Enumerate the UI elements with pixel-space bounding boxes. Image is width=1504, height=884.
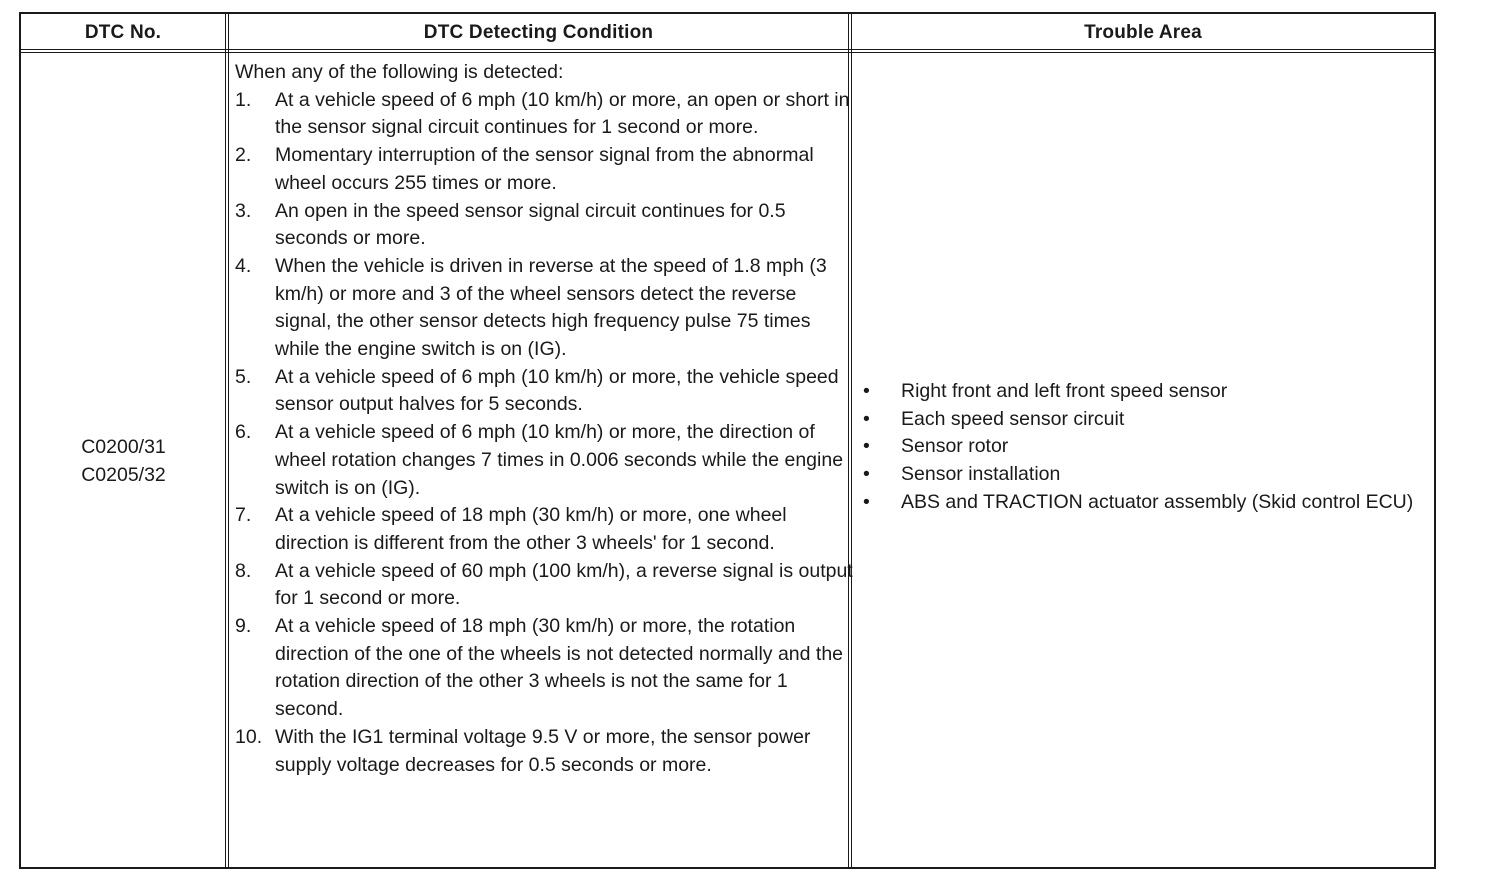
trouble-area-item	[856, 406, 1431, 434]
condition-text: At a vehicle speed of 6 mph (10 km/h) or more, the vehicle speed sensor output halves for 5 seconds.	[275, 365, 839, 416]
trouble-area-list	[856, 378, 1431, 517]
bullet-icon: •	[863, 407, 870, 430]
bullet-icon: •	[863, 490, 870, 513]
condition-item	[235, 87, 853, 142]
condition-text: At a vehicle speed of 18 mph (30 km/h) or more, the rotation direction of the one of the wheels is not detected normally and the rotation direction of the other 3 wheels is not the same for 1 second.	[275, 615, 844, 721]
condition-text: When the vehicle is driven in reverse at the speed of 1.8 mph (3 km/h) or more and 3 of the wheel sensors detect the reverse signal, the other sensor detects high frequency pulse 75 times while the engine switch is on (IG).	[275, 254, 827, 361]
header-trouble-area: Trouble Area	[1084, 22, 1202, 43]
condition-item	[235, 558, 853, 613]
condition-number: 1.	[235, 88, 252, 111]
condition-item	[235, 419, 853, 502]
condition-item	[235, 142, 853, 197]
condition-number: 7.	[235, 504, 252, 527]
condition-text: Momentary interruption of the sensor signal from the abnormal wheel occurs 255 times or more.	[275, 144, 814, 194]
condition-intro: When any of the following is detected:	[235, 61, 564, 83]
condition-number: 8.	[235, 559, 252, 582]
condition-text: At a vehicle speed of 6 mph (10 km/h) or more, the direction of wheel rotation changes 7 times in 0.006 seconds while the engine switch is on (IG).	[275, 421, 844, 499]
dtc-code: C0200/31	[81, 436, 166, 458]
trouble-area-text: Sensor installation	[901, 463, 1061, 486]
condition-text: At a vehicle speed of 18 mph (30 km/h) or more, one wheel direction is different from the other 3 wheels' for 1 second.	[275, 504, 787, 554]
condition-text: At a vehicle speed of 60 mph (100 km/h), a reverse signal is output for 1 second or more.	[275, 559, 853, 610]
bullet-icon: •	[863, 380, 870, 402]
condition-number: 9.	[235, 615, 252, 638]
condition-number: 4.	[235, 254, 252, 277]
header-dtc-no: DTC No.	[84, 22, 162, 43]
condition-item	[235, 253, 853, 364]
trouble-area-text: ABS and TRACTION actuator assembly (Skid control ECU)	[901, 490, 1414, 513]
trouble-area-item	[856, 461, 1431, 489]
dtc-codes-cell	[21, 434, 226, 489]
condition-number: 5.	[235, 365, 252, 388]
condition-number: 3.	[235, 199, 252, 222]
header-detecting-condition: DTC Detecting Condition	[423, 22, 654, 43]
condition-item	[235, 364, 853, 419]
condition-number: 6.	[235, 421, 252, 444]
detecting-condition-cell	[235, 59, 853, 779]
condition-list	[235, 87, 853, 780]
trouble-area-cell	[856, 378, 1431, 517]
dtc-table	[19, 12, 1436, 869]
trouble-area-text: Sensor rotor	[901, 435, 1009, 458]
condition-item	[235, 502, 853, 557]
trouble-area-item	[856, 489, 1431, 517]
condition-item	[235, 198, 853, 253]
condition-text: At a vehicle speed of 6 mph (10 km/h) or more, an open or short in the sensor signal circuit continues for 1 second or more.	[275, 88, 850, 139]
bullet-icon: •	[863, 435, 870, 458]
trouble-area-text: Right front and left front speed sensor	[901, 380, 1228, 402]
header-divider	[21, 49, 1434, 53]
bullet-icon: •	[863, 463, 870, 486]
condition-item	[235, 724, 853, 779]
condition-text: With the IG1 terminal voltage 9.5 V or more, the sensor power supply voltage decreases for 0.5 seconds or more.	[275, 725, 811, 776]
condition-number: 2.	[235, 144, 252, 167]
dtc-code: C0205/32	[81, 463, 166, 486]
condition-number: 10.	[235, 725, 263, 748]
trouble-area-item	[856, 378, 1431, 406]
condition-item	[235, 613, 853, 724]
condition-text: An open in the speed sensor signal circuit continues for 0.5 seconds or more.	[275, 199, 786, 250]
trouble-area-text: Each speed sensor circuit	[901, 407, 1125, 430]
trouble-area-item	[856, 433, 1431, 461]
